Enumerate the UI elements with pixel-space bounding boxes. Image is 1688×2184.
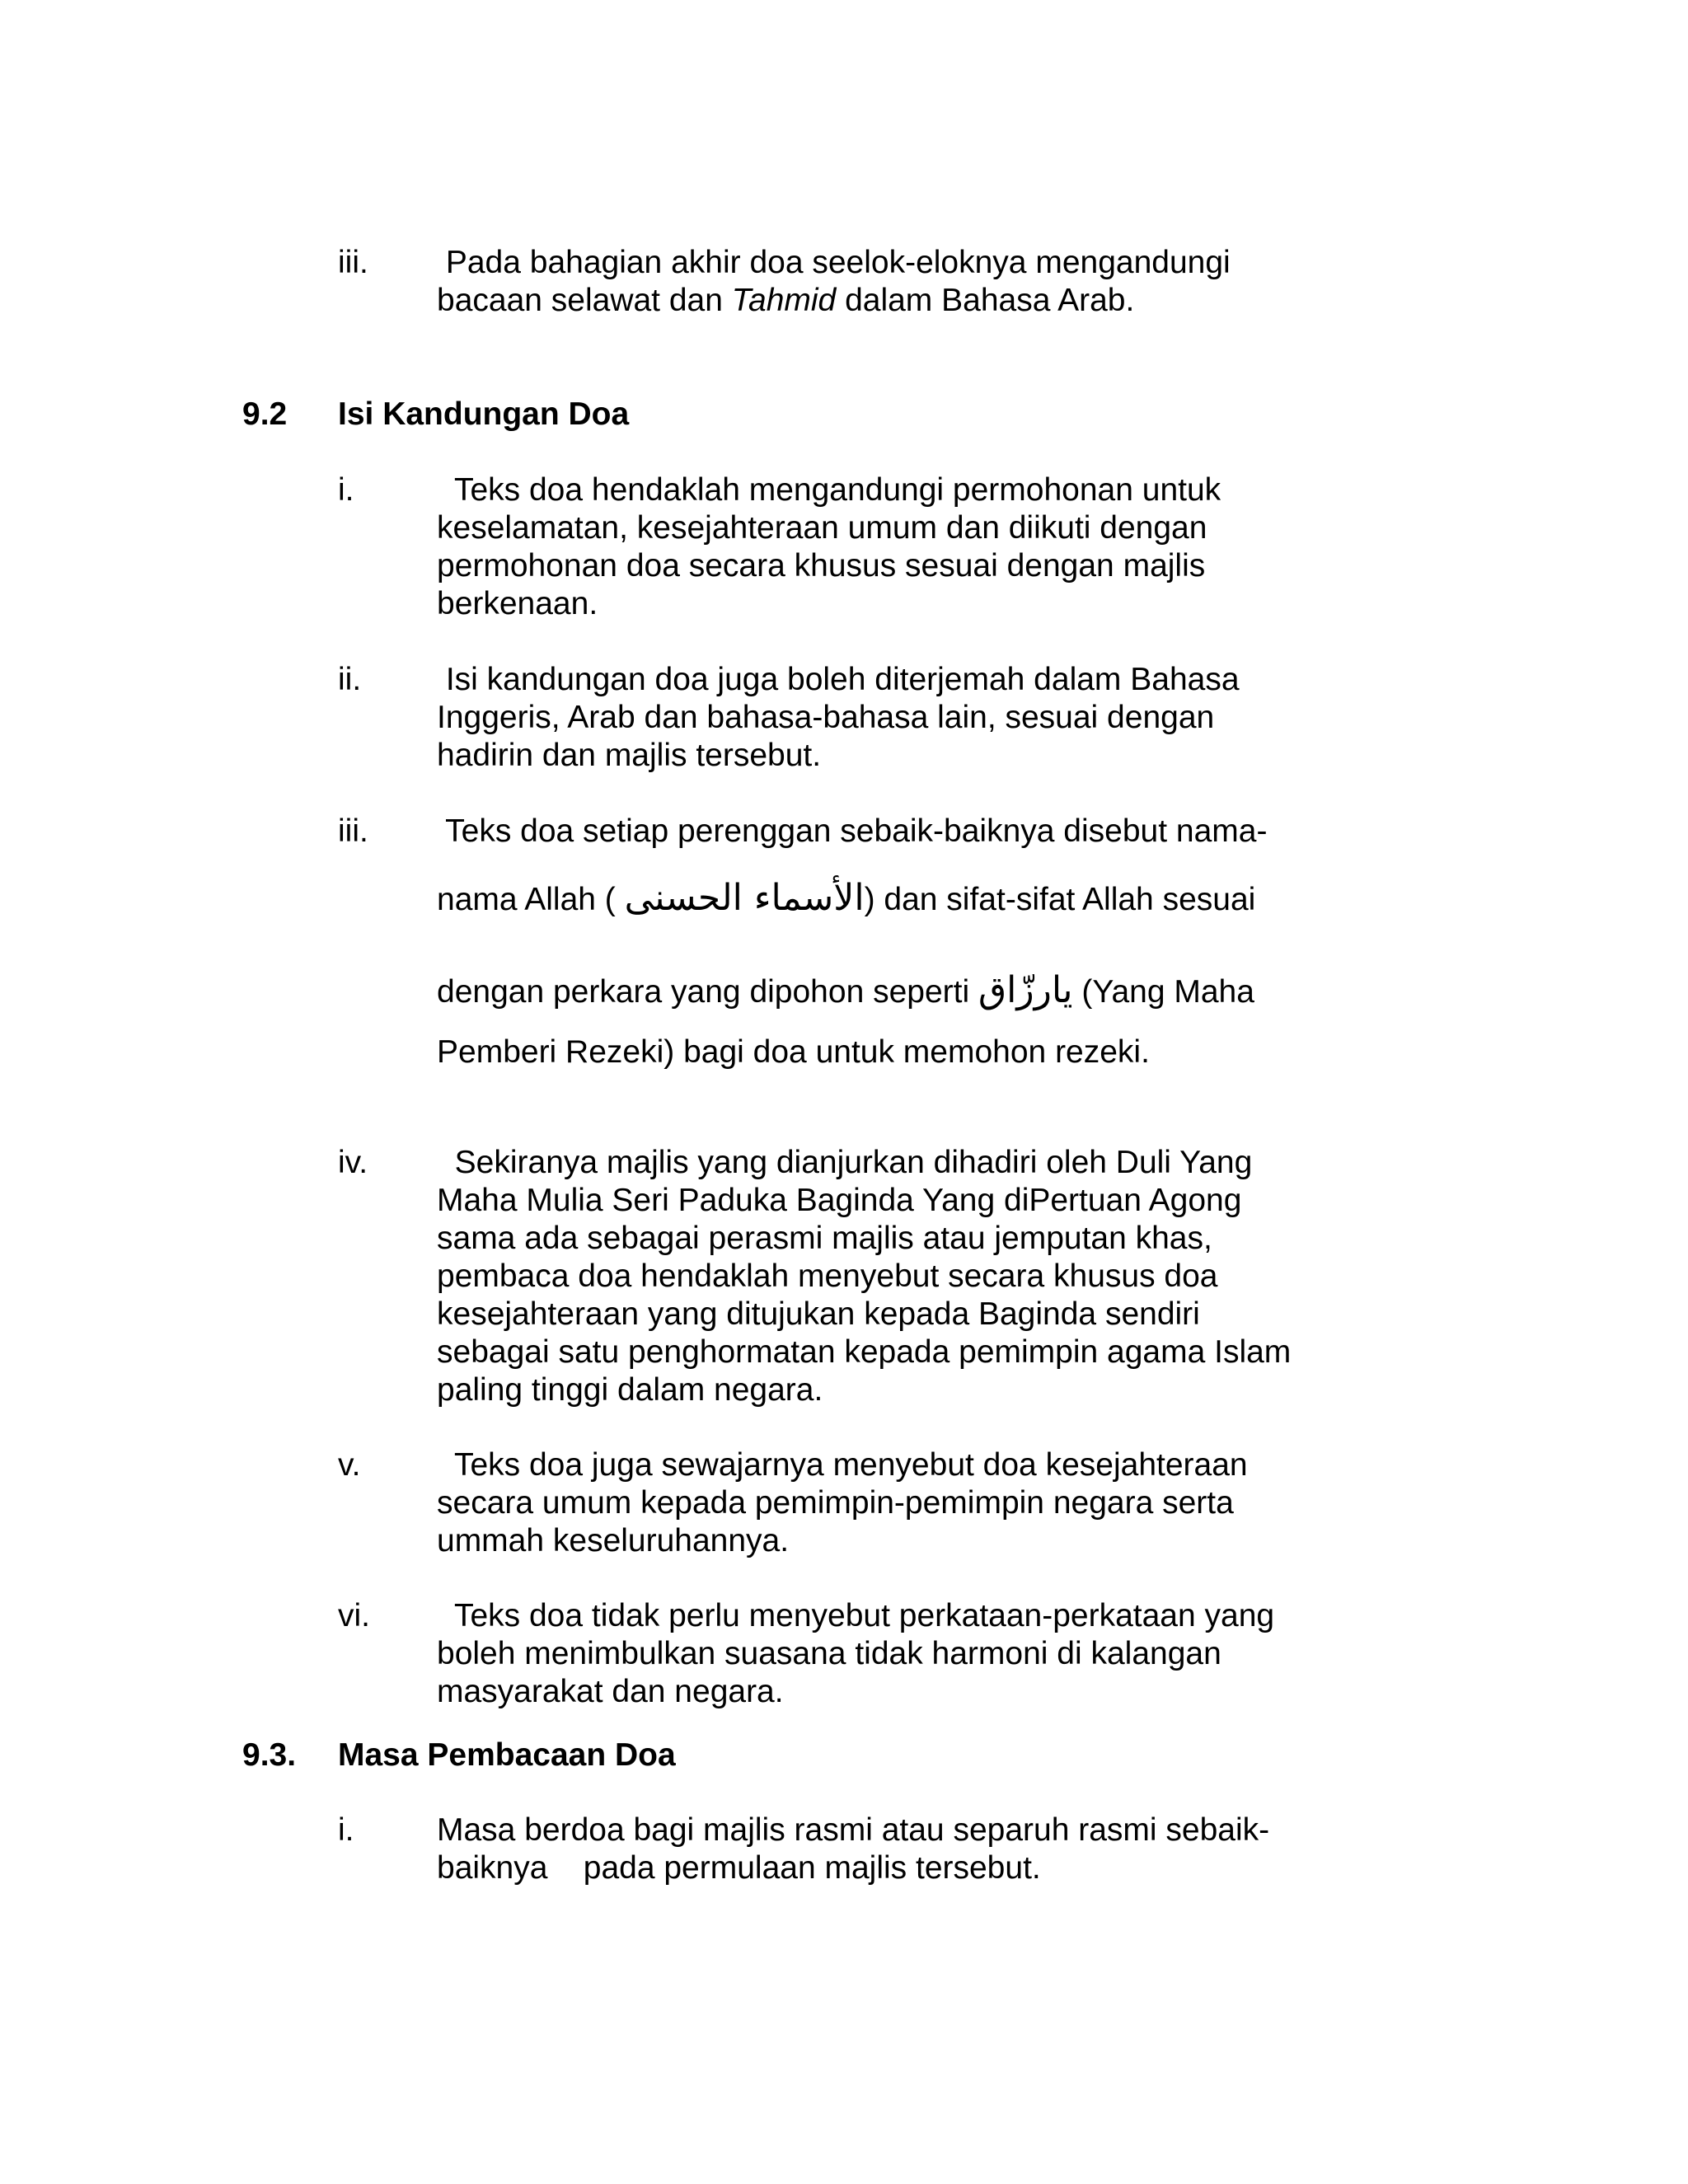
text-run: (Yang Maha <box>1072 974 1254 1010</box>
list-number: v. <box>338 1447 361 1483</box>
text-line: kesejahteraan yang ditujukan kepada Baginda sendiri <box>437 1296 1200 1332</box>
section-number: 9.2 <box>242 396 288 432</box>
list-item-text <box>437 661 1409 775</box>
list-number: iv. <box>338 1145 368 1180</box>
text-line: Pada bahagian akhir doa seelok-eloknya mengandungi <box>437 245 1231 280</box>
text-line <box>437 282 1409 320</box>
text-line: paling tinggi dalam negara. <box>437 1372 823 1408</box>
italic-term: Tahmid <box>731 283 837 318</box>
section-number: 9.3. <box>242 1737 297 1773</box>
text-line <box>437 879 1409 919</box>
list-item-text <box>437 244 1409 320</box>
text-line: Isi kandungan doa juga boleh diterjemah dalam Bahasa <box>437 662 1240 697</box>
text-run: nama Allah ( <box>437 882 625 917</box>
list-number: iii. <box>338 813 368 849</box>
text-line: Inggeris, Arab dan bahasa-bahasa lain, sesuai dengan <box>437 700 1215 735</box>
list-item-text <box>437 1144 1409 1409</box>
text-line: Sekiranya majlis yang dianjurkan dihadiri oleh Duli Yang <box>437 1145 1253 1180</box>
text-line: keselamatan, kesejahteraan umum dan diikuti dengan <box>437 510 1207 546</box>
text-line: sama ada sebagai perasmi majlis atau jemputan khas, <box>437 1221 1212 1256</box>
list-item-text <box>437 1597 1409 1711</box>
text-line: boleh menimbulkan suasana tidak harmoni di kalangan <box>437 1636 1221 1671</box>
text-run: dengan perkara yang dipohon seperti <box>437 974 978 1010</box>
text-line: hadirin dan majlis tersebut. <box>437 738 822 773</box>
list-number: i. <box>338 1812 354 1848</box>
list-number: ii. <box>338 662 362 697</box>
text-line <box>437 969 1409 1011</box>
list-item-text <box>437 813 1409 1071</box>
text-run: dalam Bahasa Arab. <box>836 283 1135 318</box>
text-line: berkenaan. <box>437 586 598 621</box>
text-line: secara umum kepada pemimpin-pemimpin negara serta <box>437 1485 1234 1521</box>
list-item-text <box>437 1446 1409 1560</box>
text-line: pembaca doa hendaklah menyebut secara khusus doa <box>437 1258 1218 1294</box>
text-line: masyarakat dan negara. <box>437 1674 784 1709</box>
list-number: vi. <box>338 1598 370 1633</box>
arabic-asmaul-husna: الأسماء الحسنى <box>624 877 865 919</box>
text-line: Pemberi Rezeki) bagi doa untuk memohon rezeki. <box>437 1034 1150 1070</box>
text-line: Maha Mulia Seri Paduka Baginda Yang diPertuan Agong <box>437 1183 1242 1218</box>
list-item-text <box>437 1811 1409 1887</box>
text-run: bacaan selawat dan <box>437 283 732 318</box>
text-line: Masa berdoa bagi majlis rasmi atau separuh rasmi sebaik- <box>437 1812 1270 1848</box>
text-line: Teks doa setiap perenggan sebaik-baiknya disebut nama- <box>437 813 1268 849</box>
text-run: ) dan sifat-sifat Allah sesuai <box>864 882 1256 917</box>
text-line: permohonan doa secara khusus sesuai dengan majlis <box>437 548 1206 583</box>
text-line: ummah keseluruhannya. <box>437 1523 790 1558</box>
section-title: Masa Pembacaan Doa <box>338 1737 676 1773</box>
text-line: sebagai satu penghormatan kepada pemimpin agama Islam <box>437 1334 1292 1370</box>
text-line: Teks doa tidak perlu menyebut perkataan-perkataan yang <box>437 1598 1275 1633</box>
text-line: Teks doa juga sewajarnya menyebut doa kesejahteraan <box>437 1447 1248 1483</box>
list-item-text <box>437 471 1409 623</box>
text-line: baiknya pada permulaan majlis tersebut. <box>437 1850 1041 1886</box>
arabic-ya-razzaq: يارزّاق <box>978 969 1073 1011</box>
section-title: Isi Kandungan Doa <box>338 396 630 432</box>
list-number: i. <box>338 472 354 508</box>
text-line: Teks doa hendaklah mengandungi permohonan untuk <box>437 472 1221 508</box>
list-number: iii. <box>338 245 368 280</box>
